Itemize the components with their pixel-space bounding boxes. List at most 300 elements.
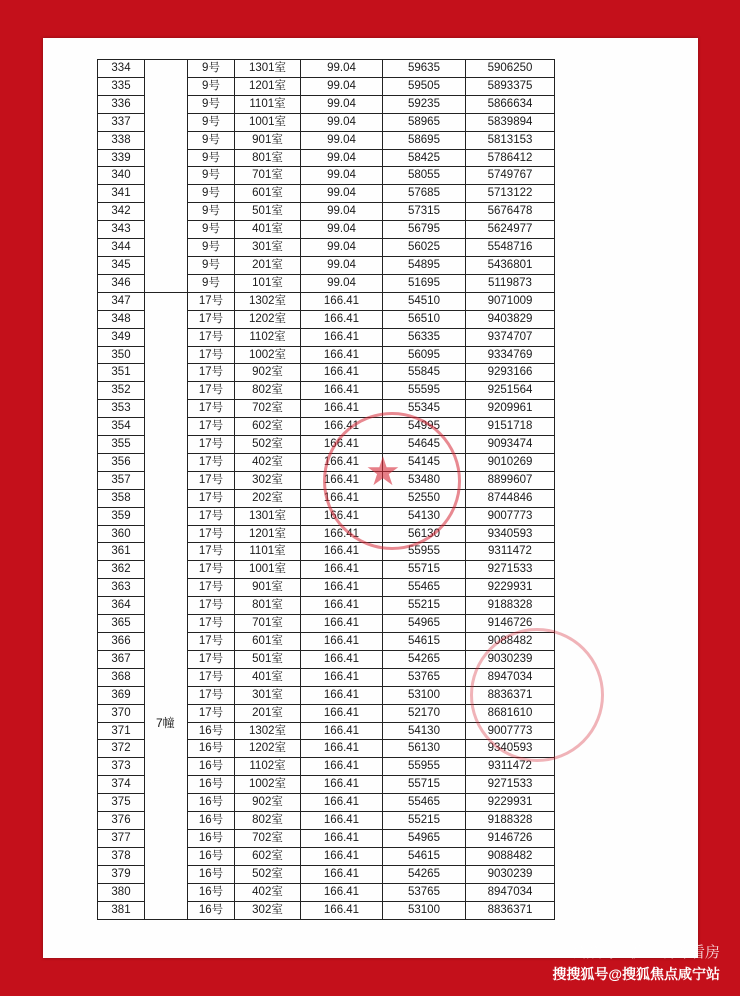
- room-cell: 1002室: [235, 776, 301, 794]
- table-row: [98, 418, 555, 436]
- row-number-cell: 345: [98, 256, 145, 274]
- total-cell: 5749767: [466, 167, 555, 185]
- unit-price-cell: 55465: [383, 579, 466, 597]
- unit-price-cell: 58965: [383, 113, 466, 131]
- room-cell: 1001室: [235, 561, 301, 579]
- table-row: [98, 453, 555, 471]
- area-cell: 166.41: [301, 543, 383, 561]
- row-number-cell: 363: [98, 579, 145, 597]
- total-cell: 5624977: [466, 221, 555, 239]
- unit-cell: 16号: [188, 883, 235, 901]
- unit-cell: 9号: [188, 185, 235, 203]
- building-column-cell: [145, 579, 188, 597]
- building-column-cell: [145, 597, 188, 615]
- unit-cell: 17号: [188, 418, 235, 436]
- total-cell: 5786412: [466, 149, 555, 167]
- total-cell: 5713122: [466, 185, 555, 203]
- total-cell: 8681610: [466, 704, 555, 722]
- table-row: [98, 579, 555, 597]
- room-cell: 502室: [235, 436, 301, 454]
- unit-cell: 17号: [188, 382, 235, 400]
- total-cell: 5676478: [466, 203, 555, 221]
- unit-price-cell: 55215: [383, 597, 466, 615]
- unit-price-cell: 57315: [383, 203, 466, 221]
- unit-cell: 17号: [188, 364, 235, 382]
- room-cell: 302室: [235, 901, 301, 919]
- total-cell: 9151718: [466, 418, 555, 436]
- row-number-cell: 347: [98, 292, 145, 310]
- unit-cell: 17号: [188, 650, 235, 668]
- area-cell: 166.41: [301, 579, 383, 597]
- building-column-cell: [145, 633, 188, 651]
- table-row: [98, 256, 555, 274]
- row-number-cell: 337: [98, 113, 145, 131]
- unit-cell: 9号: [188, 60, 235, 78]
- total-cell: 9340593: [466, 525, 555, 543]
- room-cell: 901室: [235, 131, 301, 149]
- row-number-cell: 360: [98, 525, 145, 543]
- unit-cell: 17号: [188, 686, 235, 704]
- unit-price-cell: 54615: [383, 633, 466, 651]
- unit-cell: 17号: [188, 561, 235, 579]
- building-column-cell: [145, 292, 188, 310]
- unit-cell: 17号: [188, 328, 235, 346]
- building-column-cell: [145, 95, 188, 113]
- area-cell: 166.41: [301, 364, 383, 382]
- total-cell: 5906250: [466, 60, 555, 78]
- table-row: [98, 60, 555, 78]
- room-cell: 901室: [235, 579, 301, 597]
- unit-cell: 17号: [188, 453, 235, 471]
- unit-price-cell: 56510: [383, 310, 466, 328]
- unit-cell: 17号: [188, 346, 235, 364]
- building-column-cell: [145, 436, 188, 454]
- price-table-body: [98, 60, 555, 920]
- total-cell: 9403829: [466, 310, 555, 328]
- row-number-cell: 374: [98, 776, 145, 794]
- unit-cell: 16号: [188, 776, 235, 794]
- unit-price-cell: 54965: [383, 829, 466, 847]
- total-cell: 9088482: [466, 847, 555, 865]
- total-cell: 5839894: [466, 113, 555, 131]
- row-number-cell: 338: [98, 131, 145, 149]
- table-row: [98, 615, 555, 633]
- building-column-cell: [145, 758, 188, 776]
- building-column-cell: [145, 346, 188, 364]
- building-column-cell: [145, 131, 188, 149]
- total-cell: 9340593: [466, 740, 555, 758]
- table-row: [98, 829, 555, 847]
- area-cell: 166.41: [301, 489, 383, 507]
- building-column-cell: [145, 686, 188, 704]
- room-cell: 601室: [235, 185, 301, 203]
- area-cell: 166.41: [301, 686, 383, 704]
- room-cell: 1201室: [235, 525, 301, 543]
- table-row: [98, 740, 555, 758]
- total-cell: 9030239: [466, 865, 555, 883]
- unit-price-cell: 54510: [383, 292, 466, 310]
- room-cell: 1202室: [235, 310, 301, 328]
- table-row: [98, 382, 555, 400]
- unit-price-cell: 58055: [383, 167, 466, 185]
- seal-star-icon: ★: [365, 449, 401, 495]
- unit-cell: 16号: [188, 794, 235, 812]
- row-number-cell: 340: [98, 167, 145, 185]
- building-column-cell: [145, 221, 188, 239]
- unit-price-cell: 55215: [383, 812, 466, 830]
- building-column-cell: [145, 382, 188, 400]
- room-cell: 501室: [235, 203, 301, 221]
- room-cell: 201室: [235, 704, 301, 722]
- area-cell: 166.41: [301, 865, 383, 883]
- unit-cell: 17号: [188, 615, 235, 633]
- row-number-cell: 341: [98, 185, 145, 203]
- total-cell: 9334769: [466, 346, 555, 364]
- room-cell: 502室: [235, 865, 301, 883]
- unit-price-cell: 57685: [383, 185, 466, 203]
- table-row: [98, 543, 555, 561]
- unit-price-cell: 55845: [383, 364, 466, 382]
- table-row: [98, 149, 555, 167]
- row-number-cell: 350: [98, 346, 145, 364]
- unit-price-cell: 56025: [383, 239, 466, 257]
- total-cell: 8836371: [466, 901, 555, 919]
- building-column-cell: [145, 489, 188, 507]
- area-cell: 166.41: [301, 633, 383, 651]
- total-cell: 8899607: [466, 471, 555, 489]
- row-number-cell: 368: [98, 668, 145, 686]
- building-column-cell: [145, 883, 188, 901]
- unit-price-cell: 54895: [383, 256, 466, 274]
- row-number-cell: 356: [98, 453, 145, 471]
- table-row: [98, 489, 555, 507]
- table-row: [98, 113, 555, 131]
- unit-cell: 17号: [188, 597, 235, 615]
- total-cell: 9271533: [466, 776, 555, 794]
- unit-price-cell: 55345: [383, 400, 466, 418]
- room-cell: 902室: [235, 364, 301, 382]
- area-cell: 99.04: [301, 113, 383, 131]
- table-row: [98, 758, 555, 776]
- row-number-cell: 373: [98, 758, 145, 776]
- unit-price-cell: 58425: [383, 149, 466, 167]
- unit-price-cell: 53100: [383, 686, 466, 704]
- area-cell: 99.04: [301, 167, 383, 185]
- table-row: [98, 77, 555, 95]
- unit-price-cell: 59235: [383, 95, 466, 113]
- row-number-cell: 343: [98, 221, 145, 239]
- room-cell: 1001室: [235, 113, 301, 131]
- table-row: [98, 203, 555, 221]
- room-cell: 301室: [235, 686, 301, 704]
- unit-price-cell: 55715: [383, 561, 466, 579]
- room-cell: 402室: [235, 883, 301, 901]
- unit-cell: 17号: [188, 543, 235, 561]
- room-cell: 201室: [235, 256, 301, 274]
- building-column-cell: [145, 185, 188, 203]
- building-column-cell: [145, 328, 188, 346]
- building-column-cell: [145, 507, 188, 525]
- unit-cell: 16号: [188, 901, 235, 919]
- unit-price-cell: 52550: [383, 489, 466, 507]
- room-cell: 602室: [235, 418, 301, 436]
- unit-price-cell: 54130: [383, 507, 466, 525]
- unit-price-cell: 56795: [383, 221, 466, 239]
- room-cell: 1101室: [235, 95, 301, 113]
- table-row: [98, 328, 555, 346]
- area-cell: 166.41: [301, 847, 383, 865]
- table-row: [98, 847, 555, 865]
- total-cell: 5813153: [466, 131, 555, 149]
- unit-cell: 16号: [188, 758, 235, 776]
- area-cell: 166.41: [301, 382, 383, 400]
- unit-price-cell: 51695: [383, 274, 466, 292]
- unit-cell: 9号: [188, 113, 235, 131]
- unit-cell: 16号: [188, 829, 235, 847]
- unit-price-cell: 54265: [383, 865, 466, 883]
- building-column-cell: [145, 829, 188, 847]
- total-cell: 9293166: [466, 364, 555, 382]
- row-number-cell: 346: [98, 274, 145, 292]
- unit-price-cell: 54645: [383, 436, 466, 454]
- building-column-cell: [145, 901, 188, 919]
- unit-price-cell: 54145: [383, 453, 466, 471]
- unit-cell: 17号: [188, 489, 235, 507]
- building-column-cell: [145, 794, 188, 812]
- unit-price-cell: 52170: [383, 704, 466, 722]
- table-row: [98, 346, 555, 364]
- unit-price-cell: 54995: [383, 418, 466, 436]
- table-row: [98, 794, 555, 812]
- area-cell: 99.04: [301, 60, 383, 78]
- area-cell: 99.04: [301, 239, 383, 257]
- unit-price-cell: 55465: [383, 794, 466, 812]
- room-cell: 202室: [235, 489, 301, 507]
- unit-price-cell: 53765: [383, 883, 466, 901]
- area-cell: 166.41: [301, 794, 383, 812]
- room-cell: 802室: [235, 812, 301, 830]
- area-cell: 166.41: [301, 758, 383, 776]
- building-column-cell: [145, 453, 188, 471]
- total-cell: 9188328: [466, 597, 555, 615]
- unit-price-cell: 53100: [383, 901, 466, 919]
- room-cell: 701室: [235, 167, 301, 185]
- room-cell: 802室: [235, 382, 301, 400]
- unit-cell: 9号: [188, 221, 235, 239]
- room-cell: 1102室: [235, 758, 301, 776]
- row-number-cell: 366: [98, 633, 145, 651]
- total-cell: 9146726: [466, 829, 555, 847]
- area-cell: 99.04: [301, 149, 383, 167]
- area-cell: 166.41: [301, 471, 383, 489]
- area-cell: 166.41: [301, 453, 383, 471]
- building-column-cell: [145, 776, 188, 794]
- row-number-cell: 334: [98, 60, 145, 78]
- unit-price-cell: 59635: [383, 60, 466, 78]
- total-cell: 9229931: [466, 579, 555, 597]
- unit-price-cell: 59505: [383, 77, 466, 95]
- row-number-cell: 369: [98, 686, 145, 704]
- total-cell: 9007773: [466, 507, 555, 525]
- room-cell: 902室: [235, 794, 301, 812]
- area-cell: 166.41: [301, 400, 383, 418]
- total-cell: 9311472: [466, 758, 555, 776]
- table-row: [98, 865, 555, 883]
- total-cell: 9271533: [466, 561, 555, 579]
- table-row: [98, 561, 555, 579]
- unit-price-cell: 55955: [383, 543, 466, 561]
- unit-price-cell: 54965: [383, 615, 466, 633]
- room-cell: 601室: [235, 633, 301, 651]
- area-cell: 166.41: [301, 883, 383, 901]
- total-cell: 9093474: [466, 436, 555, 454]
- area-cell: 166.41: [301, 829, 383, 847]
- unit-cell: 9号: [188, 131, 235, 149]
- area-cell: 99.04: [301, 256, 383, 274]
- unit-cell: 17号: [188, 579, 235, 597]
- building-column-cell: [145, 310, 188, 328]
- table-row: [98, 310, 555, 328]
- building-column-cell: [145, 274, 188, 292]
- row-number-cell: 370: [98, 704, 145, 722]
- unit-price-cell: 54615: [383, 847, 466, 865]
- row-number-cell: 361: [98, 543, 145, 561]
- total-cell: 9071009: [466, 292, 555, 310]
- building-column-cell: [145, 239, 188, 257]
- building-column-cell: [145, 60, 188, 78]
- total-cell: 8947034: [466, 883, 555, 901]
- row-number-cell: 371: [98, 722, 145, 740]
- area-cell: 99.04: [301, 185, 383, 203]
- room-cell: 402室: [235, 453, 301, 471]
- unit-price-cell: 56130: [383, 525, 466, 543]
- watermark: [552, 941, 720, 984]
- area-cell: 166.41: [301, 310, 383, 328]
- unit-cell: 17号: [188, 436, 235, 454]
- total-cell: 9251564: [466, 382, 555, 400]
- watermark-line2: 搜搜狐号@搜狐焦点咸宁站: [552, 966, 720, 982]
- room-cell: 1301室: [235, 60, 301, 78]
- total-cell: 9030239: [466, 650, 555, 668]
- unit-cell: 17号: [188, 668, 235, 686]
- area-cell: 166.41: [301, 668, 383, 686]
- room-cell: 702室: [235, 400, 301, 418]
- room-cell: 401室: [235, 668, 301, 686]
- building-column-cell: [145, 525, 188, 543]
- row-number-cell: 375: [98, 794, 145, 812]
- total-cell: 5548716: [466, 239, 555, 257]
- total-cell: 9311472: [466, 543, 555, 561]
- row-number-cell: 362: [98, 561, 145, 579]
- total-cell: 9374707: [466, 328, 555, 346]
- table-row: [98, 525, 555, 543]
- area-cell: 166.41: [301, 704, 383, 722]
- building-column-cell: [145, 847, 188, 865]
- unit-cell: 9号: [188, 256, 235, 274]
- unit-price-cell: 55595: [383, 382, 466, 400]
- row-number-cell: 353: [98, 400, 145, 418]
- total-cell: 5866634: [466, 95, 555, 113]
- table-row: [98, 633, 555, 651]
- unit-cell: 16号: [188, 847, 235, 865]
- table-row: [98, 776, 555, 794]
- unit-cell: 9号: [188, 274, 235, 292]
- area-cell: 166.41: [301, 292, 383, 310]
- total-cell: 9229931: [466, 794, 555, 812]
- unit-cell: 16号: [188, 812, 235, 830]
- unit-cell: 9号: [188, 203, 235, 221]
- table-row: [98, 239, 555, 257]
- building-column-cell: [145, 167, 188, 185]
- table-row: [98, 274, 555, 292]
- table-row: [98, 185, 555, 203]
- area-cell: 99.04: [301, 203, 383, 221]
- area-cell: 166.41: [301, 740, 383, 758]
- unit-price-cell: 55715: [383, 776, 466, 794]
- unit-price-cell: 58695: [383, 131, 466, 149]
- table-row: [98, 436, 555, 454]
- room-cell: 701室: [235, 615, 301, 633]
- room-cell: 602室: [235, 847, 301, 865]
- total-cell: 8744846: [466, 489, 555, 507]
- unit-cell: 9号: [188, 149, 235, 167]
- room-cell: 801室: [235, 597, 301, 615]
- watermark-line1: 公众号 · 沪上明珠看房: [571, 944, 720, 961]
- unit-price-cell: 53480: [383, 471, 466, 489]
- table-row: [98, 883, 555, 901]
- table-row: [98, 901, 555, 919]
- unit-cell: 9号: [188, 95, 235, 113]
- building-column-cell: [145, 865, 188, 883]
- building-column-cell: [145, 418, 188, 436]
- room-cell: 302室: [235, 471, 301, 489]
- total-cell: 5893375: [466, 77, 555, 95]
- unit-price-cell: 56335: [383, 328, 466, 346]
- area-cell: 166.41: [301, 328, 383, 346]
- row-number-cell: 355: [98, 436, 145, 454]
- table-row: [98, 221, 555, 239]
- row-number-cell: 381: [98, 901, 145, 919]
- total-cell: 5119873: [466, 274, 555, 292]
- unit-cell: 9号: [188, 167, 235, 185]
- unit-price-cell: 55955: [383, 758, 466, 776]
- table-row: [98, 668, 555, 686]
- table-row: [98, 292, 555, 310]
- room-cell: 401室: [235, 221, 301, 239]
- building-column-cell: [145, 650, 188, 668]
- table-row: [98, 686, 555, 704]
- row-number-cell: 335: [98, 77, 145, 95]
- building-column-cell: [145, 561, 188, 579]
- row-number-cell: 365: [98, 615, 145, 633]
- unit-price-cell: 56095: [383, 346, 466, 364]
- area-cell: 166.41: [301, 507, 383, 525]
- unit-cell: 17号: [188, 525, 235, 543]
- building-column-cell: [145, 77, 188, 95]
- row-number-cell: 380: [98, 883, 145, 901]
- room-cell: 501室: [235, 650, 301, 668]
- row-number-cell: 351: [98, 364, 145, 382]
- table-row: [98, 597, 555, 615]
- unit-cell: 17号: [188, 704, 235, 722]
- building-column-cell: [145, 615, 188, 633]
- area-cell: 166.41: [301, 525, 383, 543]
- table-row: [98, 400, 555, 418]
- table-row: [98, 131, 555, 149]
- building-column-cell: [145, 543, 188, 561]
- table-row: [98, 812, 555, 830]
- row-number-cell: 354: [98, 418, 145, 436]
